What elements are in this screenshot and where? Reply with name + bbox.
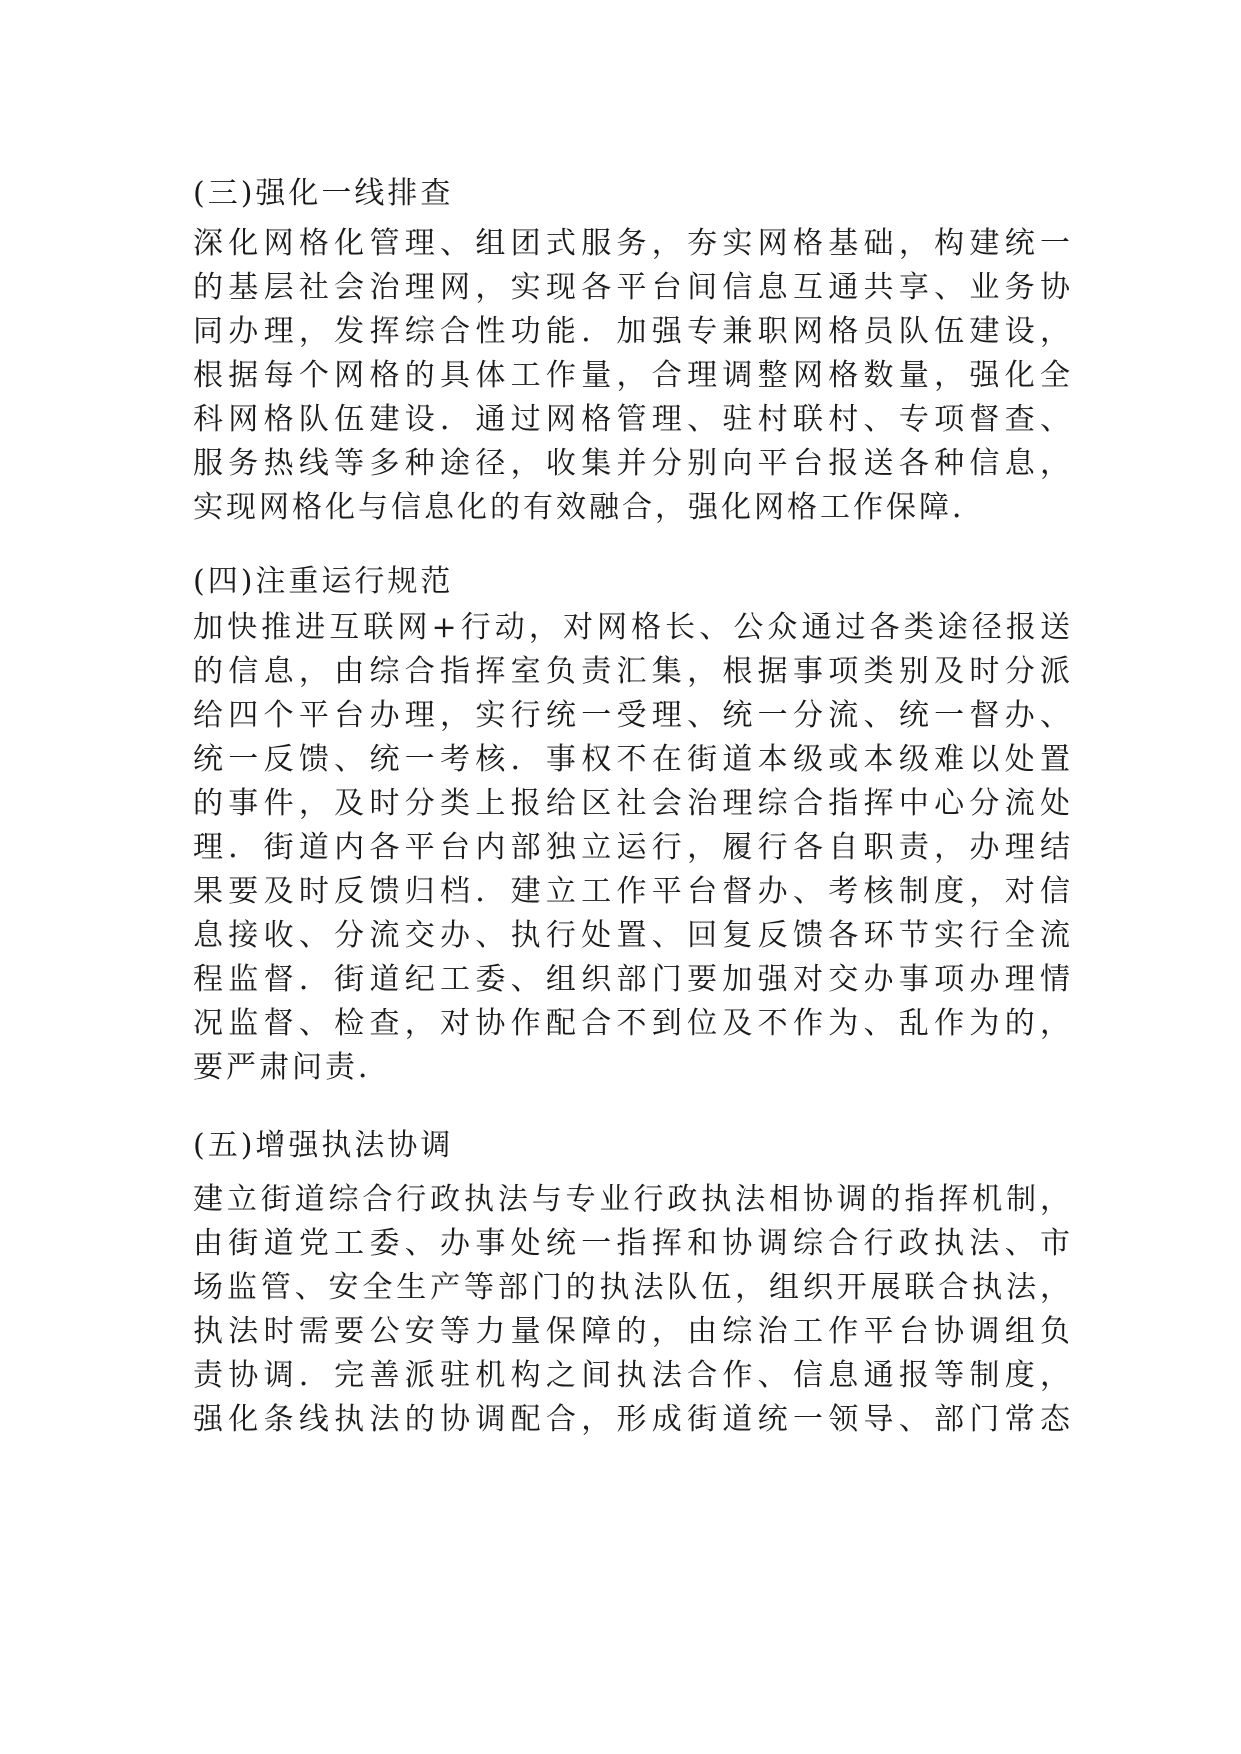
section-paragraph-5	[193, 1178, 1073, 1442]
section-paragraph-4	[193, 606, 1073, 1090]
section-heading-5: (五)增强执法协调	[193, 1128, 454, 1163]
paragraph-line: 况监督、检查，对协作配合不到位及不作为、乱作为的，	[193, 1006, 1073, 1041]
section-heading-3: (三)强化一线排查	[193, 176, 454, 211]
paragraph-line: 加快推进互联网+行动，对网格长、公众通过各类途径报送	[193, 610, 1073, 645]
paragraph-line: 的信息，由综合指挥室负责汇集，根据事项类别及时分派	[193, 654, 1073, 689]
section-heading-4: (四)注重运行规范	[193, 564, 454, 599]
paragraph-line: 深化网格化管理、组团式服务，夯实网格基础，构建统一	[193, 226, 1073, 261]
paragraph-line: 给四个平台办理，实行统一受理、统一分流、统一督办、	[193, 698, 1073, 733]
paragraph-line: 理．街道内各平台内部独立运行，履行各自职责，办理结	[193, 830, 1073, 865]
paragraph-line: 的事件，及时分类上报给区社会治理综合指挥中心分流处	[193, 786, 1073, 821]
paragraph-line: 由街道党工委、办事处统一指挥和协调综合行政执法、市	[193, 1226, 1073, 1261]
paragraph-line: 要严肃问责．	[193, 1050, 391, 1085]
paragraph-line: 场监管、安全生产等部门的执法队伍，组织开展联合执法，	[193, 1270, 1073, 1305]
paragraph-line: 统一反馈、统一考核．事权不在街道本级或本级难以处置	[193, 742, 1073, 777]
section-paragraph-3	[193, 222, 1073, 530]
paragraph-line: 根据每个网格的具体工作量，合理调整网格数量，强化全	[193, 358, 1073, 393]
paragraph-line: 执法时需要公安等力量保障的，由综治工作平台协调组负	[193, 1314, 1073, 1349]
paragraph-line: 的基层社会治理网，实现各平台间信息互通共享、业务协	[193, 270, 1073, 305]
paragraph-line: 服务热线等多种途径，收集并分别向平台报送各种信息，	[193, 446, 1073, 481]
paragraph-line: 息接收、分流交办、执行处置、回复反馈各环节实行全流	[193, 918, 1073, 953]
paragraph-line: 建立街道综合行政执法与专业行政执法相协调的指挥机制，	[193, 1182, 1073, 1217]
paragraph-line: 同办理，发挥综合性功能．加强专兼职网格员队伍建设，	[193, 314, 1073, 349]
paragraph-line: 程监督．街道纪工委、组织部门要加强对交办事项办理情	[193, 962, 1073, 997]
paragraph-line: 实现网格化与信息化的有效融合，强化网格工作保障．	[193, 490, 985, 525]
paragraph-line: 果要及时反馈归档．建立工作平台督办、考核制度，对信	[193, 874, 1073, 909]
paragraph-line: 强化条线执法的协调配合，形成街道统一领导、部门常态	[193, 1402, 1073, 1437]
paragraph-line: 责协调．完善派驻机构之间执法合作、信息通报等制度，	[193, 1358, 1073, 1393]
paragraph-line: 科网格队伍建设．通过网格管理、驻村联村、专项督查、	[193, 402, 1073, 437]
